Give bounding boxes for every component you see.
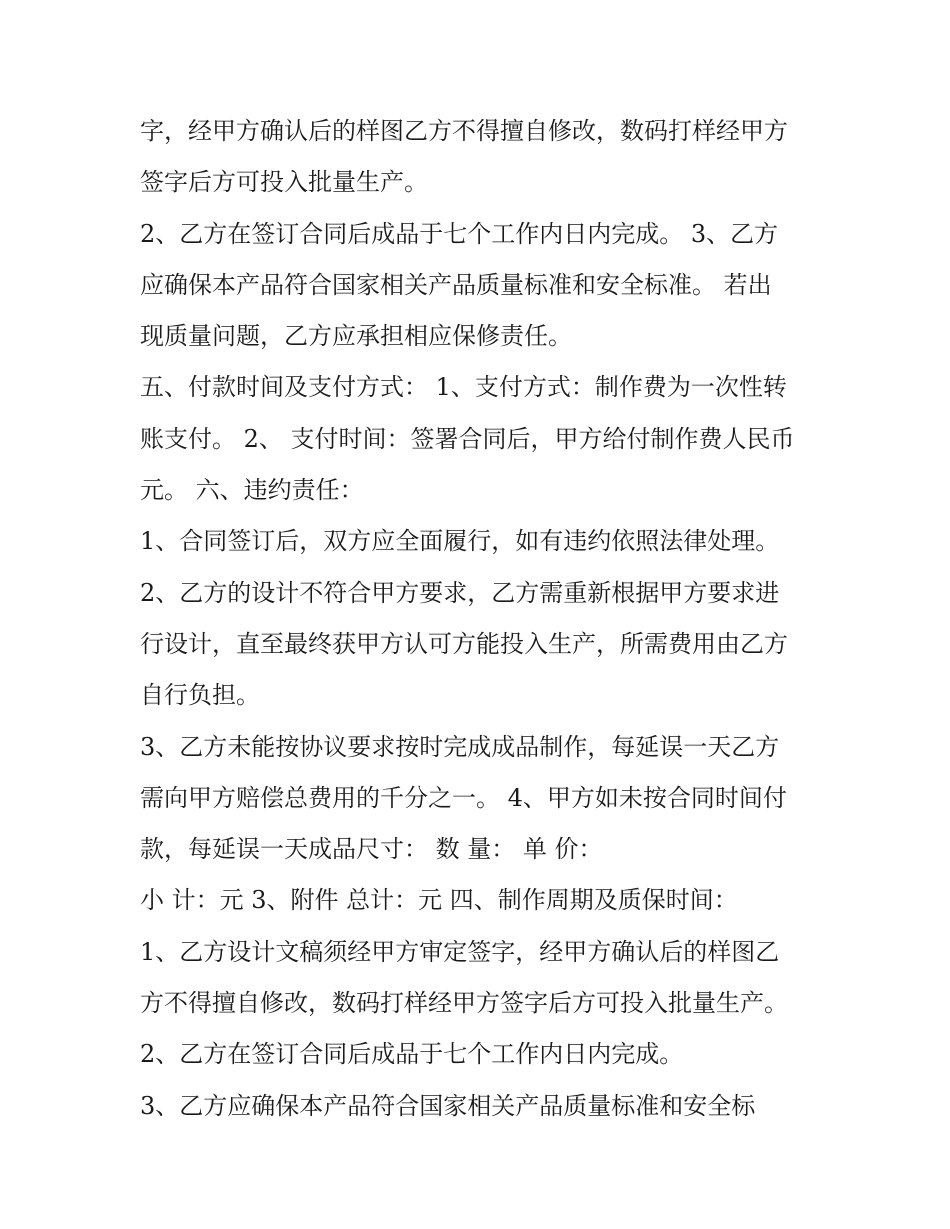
text-line: 现质量问题，乙方应承担相应保修责任。 — [140, 322, 572, 351]
text-line: 1、合同签订后，双方应全面履行，如有违约依照法律处理。 — [140, 527, 780, 556]
text-line: 2、乙方的设计不符合甲方要求，乙方需重新根据甲方要求进 — [140, 578, 780, 607]
text-line: 签字后方可投入批量生产。 — [140, 168, 428, 197]
text-line: 需向甲方赔偿总费用的千分之一。 4、甲方如未按合同时间付 — [140, 783, 787, 812]
text-line: 行设计，直至最终获甲方认可方能投入生产，所需费用由乙方 — [140, 629, 788, 658]
text-line: 3、乙方未能按协议要求按时完成成品制作，每延误一天乙方 — [140, 732, 780, 761]
text-line: 账支付。 2、 支付时间：签署合同后，甲方给付制作费人民币 — [140, 424, 795, 453]
text-line: 五、付款时间及支付方式： 1、支付方式：制作费为一次性转 — [140, 373, 787, 402]
text-line: 方不得擅自修改，数码打样经甲方签字后方可投入批量生产。 — [140, 989, 788, 1018]
text-line: 应确保本产品符合国家相关产品质量标准和安全标准。 若出 — [140, 270, 772, 299]
text-line: 字，经甲方确认后的样图乙方不得擅自修改，数码打样经甲方 — [140, 117, 788, 145]
text-line: 1、乙方设计文稿须经甲方审定签字，经甲方确认后的样图乙 — [140, 937, 780, 966]
text-line: 2、乙方在签订合同后成品于七个工作内日内完成。 3、乙方 — [140, 219, 779, 248]
text-line: 小 计：元 3、附件 总计：元 四、制作周期及质保时间： — [140, 886, 738, 915]
text-line: 自行负担。 — [140, 681, 260, 710]
text-line: 元。 六、违约责任： — [140, 476, 364, 505]
document-body — [140, 106, 820, 1132]
text-line: 款，每延误一天成品尺寸： 数 量： 单 价： — [140, 835, 603, 864]
text-line: 3、乙方应确保本产品符合国家相关产品质量标准和安全标 — [140, 1091, 756, 1120]
text-line: 2、乙方在签订合同后成品于七个工作内日内完成。 — [140, 1040, 684, 1069]
